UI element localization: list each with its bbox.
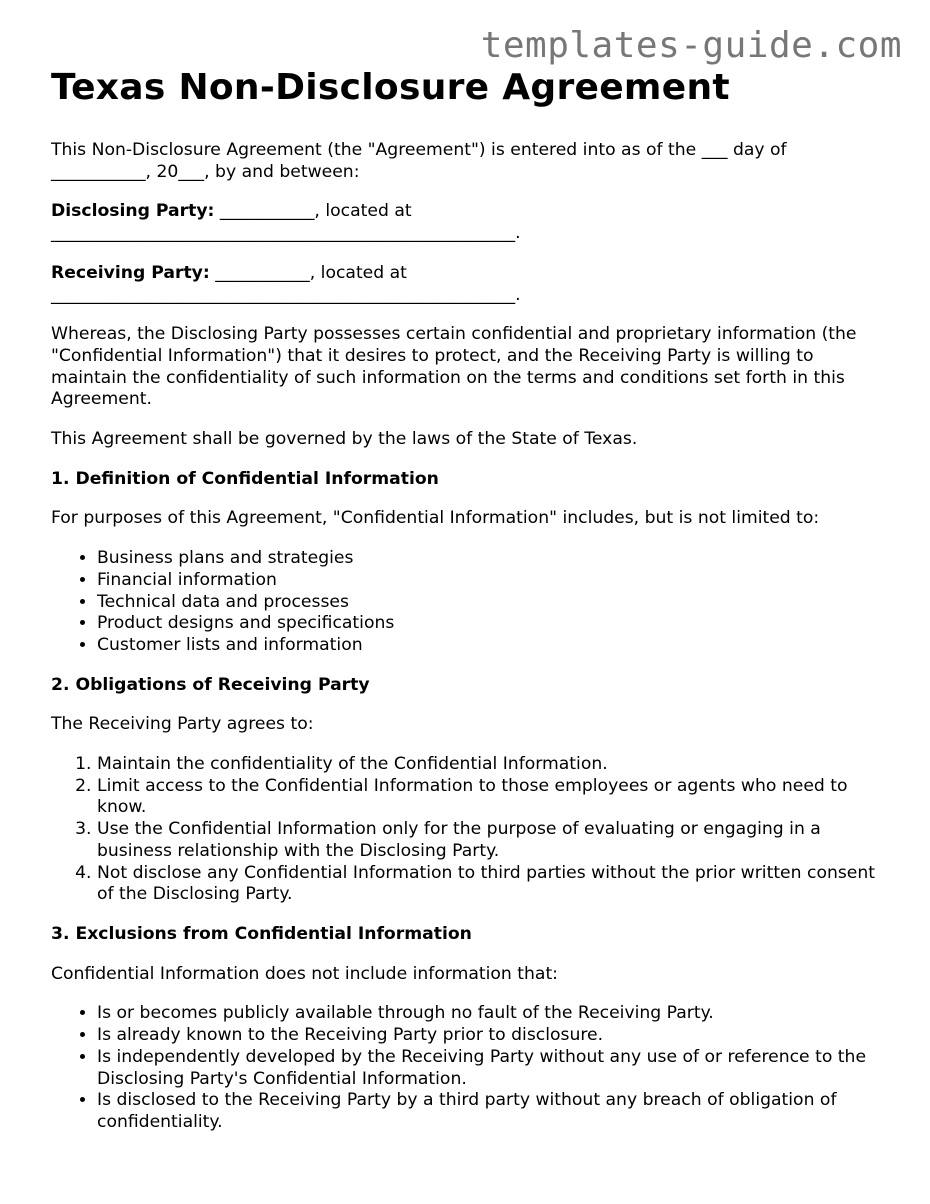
governing-law-paragraph: This Agreement shall be governed by the laws of the State of Texas.	[51, 429, 638, 450]
list-item: 4. Not disclose any Confidential Information to third parties without the prior written consent of the Disclosing Party.	[97, 863, 881, 906]
receiving-party-blank: ___________, located at ______________________________________________________.	[51, 262, 521, 305]
section-2-list	[51, 754, 881, 906]
section-3-intro: Confidential Information does not include information that:	[51, 963, 558, 984]
list-item: • Is already known to the Receiving Party prior to disclosure.	[97, 1025, 881, 1047]
section-2-heading: 2. Obligations of Receiving Party	[51, 674, 370, 695]
list-item: • Financial information	[97, 570, 881, 592]
section-2-intro: The Receiving Party agrees to:	[51, 714, 314, 735]
disclosing-party-line	[51, 201, 881, 244]
section-1-heading: 1. Definition of Confidential Information	[51, 468, 439, 489]
watermark: templates-guide.com	[480, 25, 902, 66]
section-1-list	[51, 548, 881, 657]
list-item: • Business plans and strategies	[97, 548, 881, 570]
section-3-list	[51, 1003, 881, 1133]
list-item: • Technical data and processes	[97, 592, 881, 614]
list-item: • Is disclosed to the Receiving Party by a third party without any breach of obligation of confidentiality.	[97, 1090, 881, 1133]
document-page	[51, 66, 881, 1152]
receiving-party-line	[51, 263, 881, 306]
list-item: 2. Limit access to the Confidential Information to those employees or agents who need to know.	[97, 776, 881, 819]
document-title: Texas Non-Disclosure Agreement	[51, 67, 730, 108]
disclosing-party-label: Disclosing Party:	[51, 201, 215, 222]
list-item: • Is or becomes publicly available through no fault of the Receiving Party.	[97, 1003, 881, 1025]
section-3-heading: 3. Exclusions from Confidential Information	[51, 923, 472, 944]
list-item: • Is independently developed by the Receiving Party without any use of or reference to the Disclosing Party's Confidential Information.	[97, 1047, 881, 1090]
list-item: • Customer lists and information	[97, 635, 881, 657]
receiving-party-label: Receiving Party:	[51, 262, 210, 283]
list-item: • Product designs and specifications	[97, 613, 881, 635]
disclosing-party-blank: ___________, located at ______________________________________________________.	[51, 201, 521, 244]
list-item: 1. Maintain the confidentiality of the Confidential Information.	[97, 754, 881, 776]
intro-paragraph: This Non-Disclosure Agreement (the "Agreement") is entered into as of the ___ day of ___________, 20___, by and between:	[51, 140, 787, 182]
section-1-intro: For purposes of this Agreement, "Confidential Information" includes, but is not limited to:	[51, 508, 820, 529]
whereas-paragraph: Whereas, the Disclosing Party possesses certain confidential and proprietary information (the "Confidential Information") that it desires to protect, and the Receiving Party is willing to maintain the confidentiality of such information on the terms and conditions set forth in this Agreement.	[51, 324, 857, 410]
list-item: 3. Use the Confidential Information only for the purpose of evaluating or engaging in a business relationship with the Disclosing Party.	[97, 819, 881, 862]
